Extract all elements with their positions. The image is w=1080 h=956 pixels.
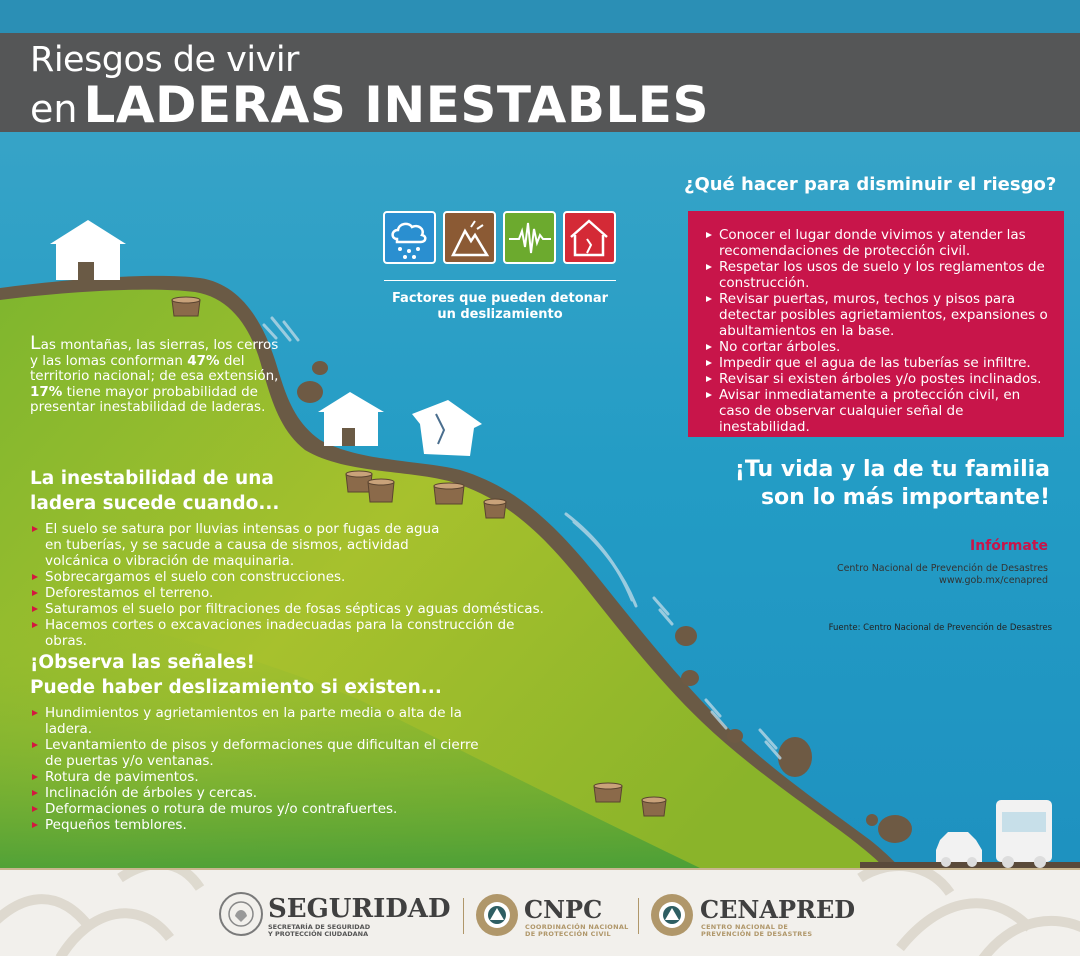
intro-text-1: as montañas, las sierras, los cerros y las lomas conforman: [30, 337, 279, 369]
instability-section: [30, 466, 544, 649]
signals-heading: [30, 650, 510, 700]
volcano-icon: [443, 211, 496, 264]
page-title-line1: Riesgos de vivir: [30, 40, 299, 80]
title-prefix: en: [30, 87, 78, 131]
cenapred-emblem-icon: [651, 894, 693, 936]
signals-section: [30, 650, 510, 833]
list-item: Saturamos el suelo por filtraciones de fosas sépticas y aguas domésticas.: [30, 601, 550, 617]
intro-first-letter: L: [30, 332, 41, 354]
seguridad-sub2: Y PROTECCIÓN CIUDADANA: [268, 930, 369, 938]
informate-url[interactable]: www.gob.mx/cenapred: [939, 575, 1048, 586]
risk-box: [688, 211, 1064, 437]
header-top-band: [0, 0, 1080, 33]
list-item: Pequeños temblores.: [30, 817, 510, 833]
informate-details: [780, 563, 1048, 587]
cnpc-sub1: COORDINACIÓN NACIONAL: [525, 923, 629, 931]
footer-divider-1: [463, 898, 464, 934]
list-item: Revisar si existen árboles y/o postes inclinados.: [704, 371, 1054, 387]
factors-caption: [370, 291, 630, 323]
rain-cloud-icon: [383, 211, 436, 264]
instability-heading-line2: ladera sucede cuando...: [30, 493, 280, 514]
list-item: Avisar inmediatamente a protección civil, en caso de observar cualquier señal de inestabilidad.: [704, 387, 1054, 435]
intro-text-3: tiene mayor probabilidad de presentar inestabilidad de laderas.: [30, 383, 266, 415]
mexico-seal-icon: [219, 892, 263, 936]
page-title-line2: [30, 76, 709, 134]
signals-heading-line1: ¡Observa las señales!: [30, 652, 255, 673]
informate-title: Infórmate: [969, 538, 1048, 554]
list-item: Deforestamos el terreno.: [30, 585, 550, 601]
cenapred-logo-text: CENAPRED: [700, 895, 856, 924]
cenapred-sub2: PREVENCIÓN DE DESASTRES: [701, 930, 813, 938]
intro-pct-2: 17%: [30, 383, 63, 400]
footer: [0, 868, 1080, 956]
list-item: Impedir que el agua de las tuberías se infiltre.: [704, 355, 1054, 371]
list-item: Revisar puertas, muros, techos y pisos para detectar posibles agrietamientos, expansiones o abultamientos en la base.: [704, 291, 1054, 339]
cnpc-logo-text: CNPC: [524, 895, 603, 924]
cenapred-sub1: CENTRO NACIONAL DE: [701, 923, 789, 931]
motto-line2: son lo más importante!: [760, 485, 1050, 510]
seguridad-sub1: SECRETARÍA DE SEGURIDAD: [268, 923, 371, 931]
title-bold: LADERAS INESTABLES: [83, 76, 709, 134]
factors-caption-line1: Factores que pueden detonar: [391, 291, 609, 306]
informate-org: Centro Nacional de Prevención de Desastres: [836, 563, 1048, 574]
footer-divider-2: [638, 898, 639, 934]
list-item: Hacemos cortes o excavaciones inadecuadas para la construcción de obras.: [30, 617, 550, 649]
cnpc-subtitle: [525, 924, 629, 938]
list-item: El suelo se satura por lluvias intensas o por fugas de agua en tuberías, y se sacude a causa de sismos, actividad volcánica o vibración de maquinaria.: [30, 521, 445, 569]
signals-heading-line2: Puede haber deslizamiento si existen...: [30, 677, 442, 698]
source-note: Fuente: Centro Nacional de Prevención de Desastres: [828, 623, 1052, 633]
list-item: Rotura de pavimentos.: [30, 769, 510, 785]
list-item: Deformaciones o rotura de muros y/o contrafuertes.: [30, 801, 510, 817]
list-item: Levantamiento de pisos y deformaciones que dificultan el cierre de puertas y/o ventanas.: [30, 737, 495, 769]
seguridad-subtitle: [268, 924, 370, 938]
intro-paragraph: [30, 332, 290, 416]
motto: [700, 456, 1050, 512]
cnpc-sub2: DE PROTECCIÓN CIVIL: [525, 930, 611, 938]
factors-caption-line2: un deslizamiento: [437, 307, 563, 322]
list-item: Conocer el lugar donde vivimos y atender las recomendaciones de protección civil.: [704, 227, 1054, 259]
list-item: Hundimientos y agrietamientos en la parte media o alta de la ladera.: [30, 705, 510, 737]
factors-divider: [384, 280, 616, 281]
signals-list: [30, 705, 510, 833]
instability-heading-line1: La inestabilidad de una: [30, 468, 274, 489]
instability-heading: [30, 466, 460, 516]
risk-heading: ¿Qué hacer para disminuir el riesgo?: [684, 174, 1057, 195]
cnpc-emblem-icon: [476, 894, 518, 936]
intro-text-2: del territorio nacional; de esa extensión,: [30, 352, 279, 384]
motto-line1: ¡Tu vida y la de tu familia: [734, 457, 1050, 482]
seguridad-logo-text: SEGURIDAD: [268, 894, 451, 924]
list-item: Inclinación de árboles y cercas.: [30, 785, 510, 801]
seismograph-icon: [503, 211, 556, 264]
intro-pct-1: 47%: [187, 352, 220, 369]
list-item: Sobrecargamos el suelo con construcciones.: [30, 569, 550, 585]
collapsed-house-icon: [563, 211, 616, 264]
instability-list: [30, 521, 550, 649]
risk-list: [704, 227, 1054, 435]
list-item: Respetar los usos de suelo y los reglamentos de construcción.: [704, 259, 1054, 291]
cenapred-subtitle: [701, 924, 812, 938]
list-item: No cortar árboles.: [704, 339, 1054, 355]
